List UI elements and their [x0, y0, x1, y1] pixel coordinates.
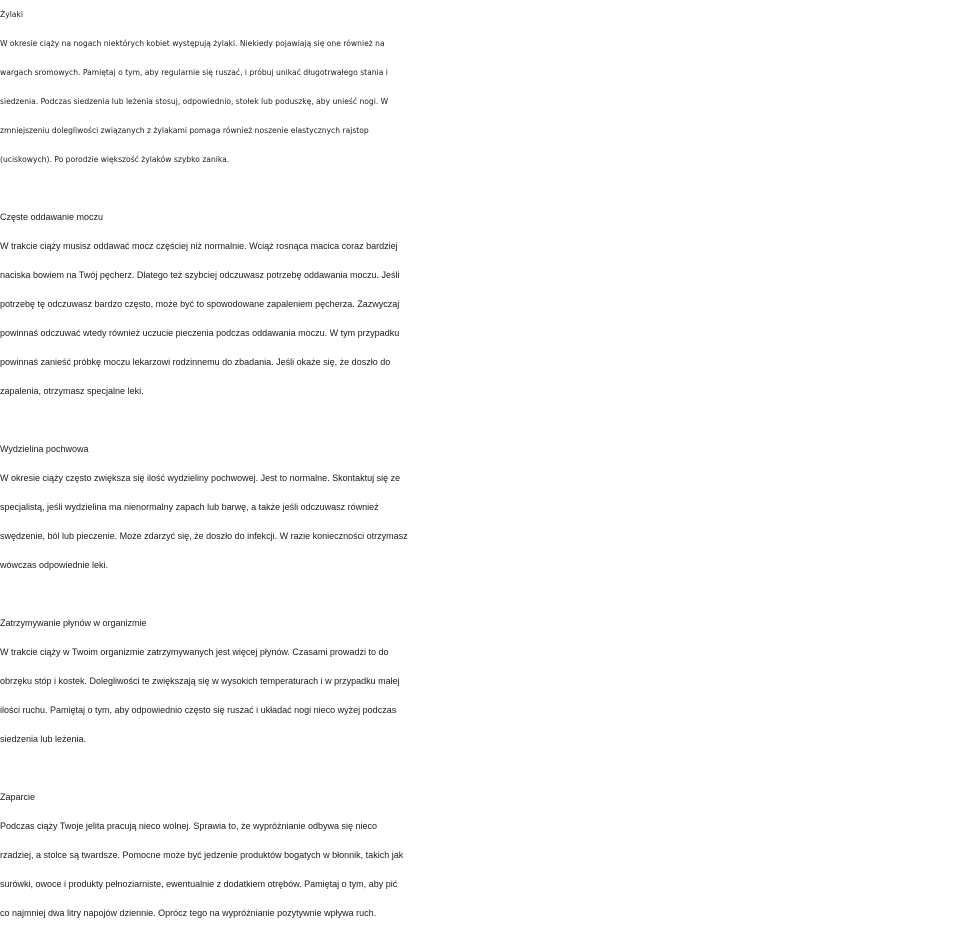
paragraph-line: co najmniej dwa litry napojów dziennie. Oprócz tego na wypróżnianie pozytywnie wpływa ruch. [0, 908, 377, 918]
paragraph-line: W okresie ciąży często zwiększa się ilość wydzieliny pochwowej. Jest to normalne. Skontaktuj się ze [0, 473, 401, 483]
paragraph-line: powinnaś odczuwać wtedy również uczucie pieczenia podczas oddawania moczu. W tym przypadku [0, 328, 400, 338]
section-gap [0, 406, 960, 435]
paragraph-line: (uciskowych). Po porodzie większość żylaków szybko zanika. [0, 155, 230, 164]
section-gap [0, 580, 960, 609]
paragraph-line: Podczas ciąży Twoje jelita pracują nieco wolnej. Sprawia to, że wypróżnianie odbywa się nieco [0, 821, 378, 831]
paragraph-line: zapalenia, otrzymasz specjalne leki. [0, 386, 144, 396]
section-wydzielina-pochwowa [0, 435, 960, 580]
section-gap [0, 754, 960, 783]
paragraph-line: wówczas odpowiednie leki. [0, 560, 109, 570]
paragraph-line: naciska bowiem na Twój pęcherz. Dlatego też szybciej odczuwasz potrzebę oddawania moczu. Jeśli [0, 270, 400, 280]
section-gap [0, 174, 960, 203]
paragraph-line: W trakcie ciąży musisz oddawać mocz częściej niż normalnie. Wciąż rosnąca macica coraz bardziej [0, 241, 398, 251]
paragraph-line: potrzebę tę odczuwasz bardzo często, może być to spowodowane zapaleniem pęcherza. Zazwyczaj [0, 299, 400, 309]
section-zatrzymywanie-plynow [0, 609, 960, 754]
paragraph-line: W okresie ciąży na nogach niektórych kobiet występują żylaki. Niekiedy pojawiają się one również na [0, 39, 385, 48]
paragraph-line: zmniejszeniu dolegliwości związanych z żylakami pomaga również noszenie elastycznych rajstop [0, 126, 369, 135]
section-heading: Zatrzymywanie płynów w organizmie [0, 618, 147, 628]
paragraph-line: obrzęku stóp i kostek. Dolegliwości te zwiększają się w wysokich temperaturach i w przypadku małej [0, 676, 400, 686]
section-heading: Częste oddawanie moczu [0, 212, 104, 222]
paragraph-line: specjalistą, jeśli wydzielina ma nienormalny zapach lub barwę, a także jeśli odczuwasz również [0, 502, 379, 512]
paragraph-line: siedzenia lub leżenia. [0, 734, 87, 744]
paragraph-line: surówki, owoce i produkty pełnoziarniste, ewentualnie z dodatkiem otrębów. Pamiętaj o tym, aby pić [0, 879, 398, 889]
paragraph-line: ilości ruchu. Pamiętaj o tym, aby odpowiednio często się ruszać i układać nogi nieco wyżej podczas [0, 705, 397, 715]
paragraph-line: rzadziej, a stolce są twardsze. Pomocne może być jedzenie produktów bogatych w błonnik, takich jak [0, 850, 404, 860]
section-heading: Żylaki [0, 10, 23, 19]
paragraph-line: powinnaś zanieść próbkę moczu lekarzowi rodzinnemu do zbadania. Jeśli okaże się, że doszło do [0, 357, 391, 367]
section-heading: Zaparcie [0, 792, 36, 802]
section-zylaki [0, 0, 960, 174]
paragraph-line: swędzenie, ból lub pieczenie. Może zdarzyć się, że doszło do infekcji. W razie konieczności otrzymasz [0, 531, 408, 541]
paragraph-line: wargach sromowych. Pamiętaj o tym, aby regularnie się ruszać, i próbuj unikać długotrwałego stania i [0, 68, 388, 77]
paragraph-line: siedzenia. Podczas siedzenia lub leżenia stosuj, odpowiednio, stołek lub poduszkę, aby unieść nogi. W [0, 97, 389, 106]
section-czeste-oddawanie-moczu [0, 203, 960, 406]
paragraph-line: W trakcie ciąży w Twoim organizmie zatrzymywanych jest więcej płynów. Czasami prowadzi to do [0, 647, 389, 657]
section-zaparcie [0, 783, 960, 928]
section-heading: Wydzielina pochwowa [0, 444, 89, 454]
